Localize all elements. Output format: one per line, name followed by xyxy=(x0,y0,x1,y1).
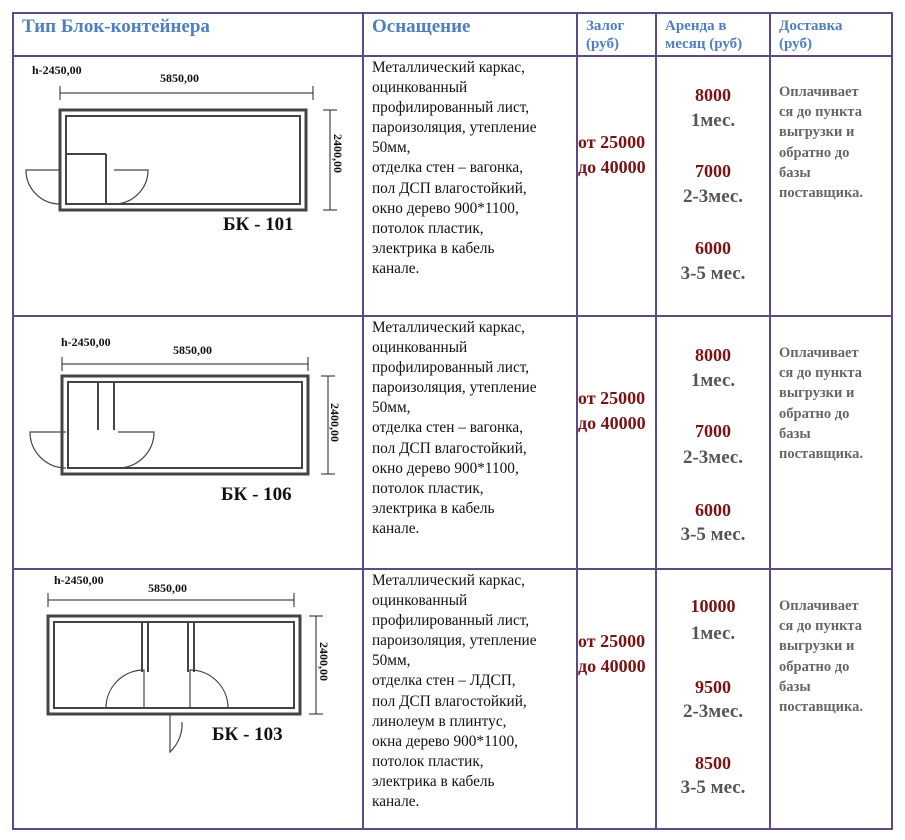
deposit-text: от 25000 до 40000 xyxy=(578,388,646,433)
rent-price: 6000 xyxy=(695,500,731,520)
width-label: 2400,00 xyxy=(331,134,345,173)
rent-price: 8500 xyxy=(695,753,731,773)
rent-price: 8000 xyxy=(695,345,731,365)
deposit-text: от 25000 до 40000 xyxy=(578,132,646,177)
length-label: 5850,00 xyxy=(160,71,199,85)
rent-term: 2-3мес. xyxy=(682,447,744,468)
table-border xyxy=(769,12,771,830)
rent-term: 1мес. xyxy=(690,110,736,131)
floor-plan-bk-103 xyxy=(18,572,358,822)
delivery-text: Оплачивает ся до пункта выгрузки и обратно до базы поставщика. xyxy=(779,84,864,202)
rent-term: 1мес. xyxy=(690,370,736,391)
rent-block xyxy=(657,570,769,826)
table-border xyxy=(12,12,893,14)
rent-price: 10000 xyxy=(690,596,736,616)
model-label: БК - 103 xyxy=(212,724,283,745)
model-label: БК - 101 xyxy=(223,214,294,235)
rent-term: 3-5 мес. xyxy=(680,263,746,284)
header-rent: Аренда в месяц (руб) xyxy=(665,18,743,52)
rent-term: 3-5 мес. xyxy=(680,777,746,798)
deposit-text: от 25000 до 40000 xyxy=(578,631,646,676)
delivery-text: Оплачивает ся до пункта выгрузки и обратно до базы поставщика. xyxy=(779,598,864,716)
table-border xyxy=(891,12,893,830)
rent-block xyxy=(657,316,769,568)
header-equipment: Оснащение xyxy=(372,16,471,37)
rent-term: 3-5 мес. xyxy=(680,524,746,545)
rent-price: 6000 xyxy=(695,238,731,258)
header-type: Тип Блок-контейнера xyxy=(22,16,210,37)
model-label: БК - 106 xyxy=(221,484,292,505)
floor-plan-bk-101 xyxy=(18,58,358,308)
floor-plan-bk-106 xyxy=(18,320,358,565)
equipment-text: Металлический каркас, оцинкованный профилированный лист, пароизоляция, утепление 50мм, отделка стен – вагонка, пол ДСП влагостойкий, окно дерево 900*1100, потолок пластик, электрика в кабель канале. xyxy=(372,59,537,277)
rent-term: 1мес. xyxy=(690,623,736,644)
header-deposit: Залог (руб) xyxy=(586,18,625,52)
rent-block xyxy=(657,56,769,314)
rent-term: 2-3мес. xyxy=(682,186,744,207)
table-border xyxy=(362,12,364,830)
header-delivery: Доставка (руб) xyxy=(779,18,843,52)
rent-price: 8000 xyxy=(695,85,731,105)
rent-price: 7000 xyxy=(695,421,731,441)
table-border xyxy=(12,12,14,830)
height-label: h-2450,00 xyxy=(61,335,111,349)
rent-term: 2-3мес. xyxy=(682,701,744,722)
length-label: 5850,00 xyxy=(173,343,212,357)
equipment-text: Металлический каркас, оцинкованный профилированный лист, пароизоляция, утепление 50мм, отделка стен – ЛДСП, пол ДСП влагостойкий, линолеум в плинтус, окна дерево 900*1100, потолок пластик, электрика в кабель канале. xyxy=(372,572,537,811)
height-label: h-2450,00 xyxy=(32,63,82,77)
delivery-text: Оплачивает ся до пункта выгрузки и обратно до базы поставщика. xyxy=(779,345,864,463)
width-label: 2400,00 xyxy=(317,642,331,681)
table-border xyxy=(12,828,893,830)
width-label: 2400,00 xyxy=(328,403,342,442)
rent-price: 9500 xyxy=(695,677,731,697)
rent-price: 7000 xyxy=(695,161,731,181)
length-label: 5850,00 xyxy=(148,581,187,595)
height-label: h-2450,00 xyxy=(54,573,104,587)
equipment-text: Металлический каркас, оцинкованный профилированный лист, пароизоляция, утепление 50мм, отделка стен – вагонка, пол ДСП влагостойкий, окно дерево 900*1100, потолок пластик, электрика в кабель канале. xyxy=(372,319,537,537)
